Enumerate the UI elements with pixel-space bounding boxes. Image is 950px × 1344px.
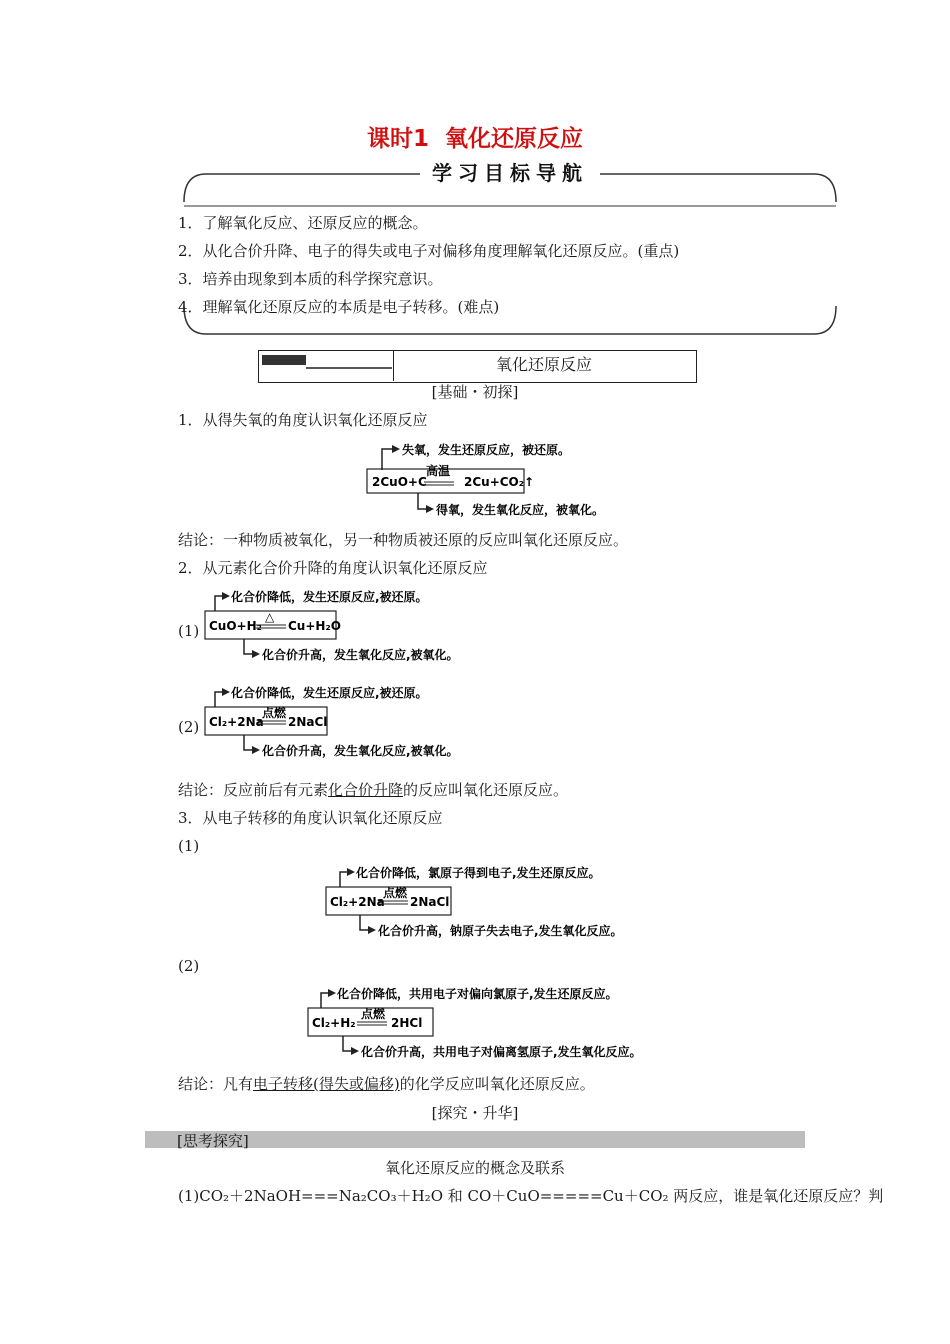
condition: 点燃 xyxy=(361,1007,386,1021)
products: 2NaCl xyxy=(288,715,328,729)
reaction-diagram-cuo-h2 xyxy=(200,584,500,666)
annotation-bottom: 化合价升高，共用电子对偏离氢原子,发生氧化反应。 xyxy=(361,1045,642,1059)
think-topic: 氧化还原反应的概念及联系 xyxy=(384,1159,565,1177)
annotation-top: 失氧，发生还原反应，被还原。 xyxy=(402,443,571,457)
part2-heading: 2．从元素化合价升降的角度认识氧化还原反应 xyxy=(178,559,488,577)
reaction-diagram-oxygen xyxy=(360,436,620,518)
reactants: CuO+H₂ xyxy=(209,619,262,633)
lesson-title xyxy=(0,120,950,153)
reactants: Cl₂+2Na xyxy=(330,895,385,909)
annotation-top: 化合价降低，氯原子得到电子,发生还原反应。 xyxy=(356,866,601,880)
reaction-label: (2) xyxy=(178,718,200,736)
reaction-label: (1) xyxy=(178,622,200,640)
annotation-bottom: 化合价升高，发生氧化反应,被氧化。 xyxy=(262,648,459,662)
objectives-heading: 学习目标导航 xyxy=(420,157,600,186)
reaction-diagram-electron-transfer xyxy=(320,860,680,942)
part2-conclusion xyxy=(178,779,568,801)
conclusion-text: 的化学反应叫氧化还原反应。 xyxy=(399,1075,595,1093)
think-question: (1)CO₂＋2NaOH===Na₂CO₃＋H₂O 和 CO＋CuO=====Cu＋CO₂ 两反应，谁是氧化还原反应？判 xyxy=(178,1187,884,1205)
reaction-label: (1) xyxy=(178,837,200,855)
lesson-topic: 氧化还原反应 xyxy=(445,126,583,152)
objective-item: 2．从化合价升降、电子的得失或电子对偏移角度理解氧化还原反应。(重点) xyxy=(178,242,680,260)
conclusion-keyword: 化合价升降 xyxy=(328,781,404,799)
products: Cu+H₂O xyxy=(288,619,341,633)
reactants: Cl₂+H₂ xyxy=(312,1016,356,1030)
section-tag xyxy=(262,355,306,365)
subsection-basic: [基础・初探] xyxy=(431,383,519,401)
part3-conclusion xyxy=(178,1073,595,1095)
annotation-top: 化合价降低，共用电子对偏向氯原子,发生还原反应。 xyxy=(337,987,618,1001)
products: 2HCl xyxy=(391,1016,423,1030)
condition: 高温 xyxy=(426,464,451,478)
reaction-diagram-cl2-na xyxy=(200,680,500,762)
annotation-bottom: 得氧，发生氧化反应，被氧化。 xyxy=(436,503,605,517)
condition: △ xyxy=(265,610,275,624)
reactants: 2CuO+C xyxy=(372,475,427,489)
annotation-top: 化合价降低，发生还原反应,被还原。 xyxy=(231,686,428,700)
part3-heading: 3．从电子转移的角度认识氧化还原反应 xyxy=(178,809,443,827)
think-label: [思考探究] xyxy=(177,1132,249,1150)
subsection-explore: [探究・升华] xyxy=(431,1104,519,1122)
products: 2NaCl xyxy=(410,895,450,909)
part1-heading: 1．从得失氧的角度认识氧化还原反应 xyxy=(178,411,428,429)
objective-item: 3．培养由现象到本质的科学探究意识。 xyxy=(178,270,443,288)
products: 2Cu+CO₂↑ xyxy=(464,475,535,489)
annotation-bottom: 化合价升高，钠原子失去电子,发生氧化反应。 xyxy=(378,924,623,938)
section-tag-bar xyxy=(306,355,392,369)
condition: 点燃 xyxy=(262,706,287,720)
reactants: Cl₂+2Na xyxy=(209,715,264,729)
annotation-top: 化合价降低，发生还原反应,被还原。 xyxy=(231,590,428,604)
reaction-diagram-electron-shift xyxy=(303,981,693,1063)
condition: 点燃 xyxy=(383,886,408,900)
conclusion-keyword: 电子转移(得失或偏移) xyxy=(253,1075,400,1093)
objective-item: 1．了解氧化反应、还原反应的概念。 xyxy=(178,214,428,232)
conclusion-text: 结论：反应前后有元素 xyxy=(178,781,329,799)
lesson-number: 课时1 xyxy=(366,126,429,152)
annotation-bottom: 化合价升高，发生氧化反应,被氧化。 xyxy=(262,744,459,758)
reaction-label: (2) xyxy=(178,957,200,975)
section-title: 氧化还原反应 xyxy=(495,355,592,374)
conclusion-text: 的反应叫氧化还原反应。 xyxy=(403,781,569,799)
part1-conclusion: 结论：一种物质被氧化，另一种物质被还原的反应叫氧化还原反应。 xyxy=(178,531,629,549)
objective-item: 4．理解氧化还原反应的本质是电子转移。(难点) xyxy=(178,298,500,316)
conclusion-text: 结论：凡有 xyxy=(178,1075,254,1093)
